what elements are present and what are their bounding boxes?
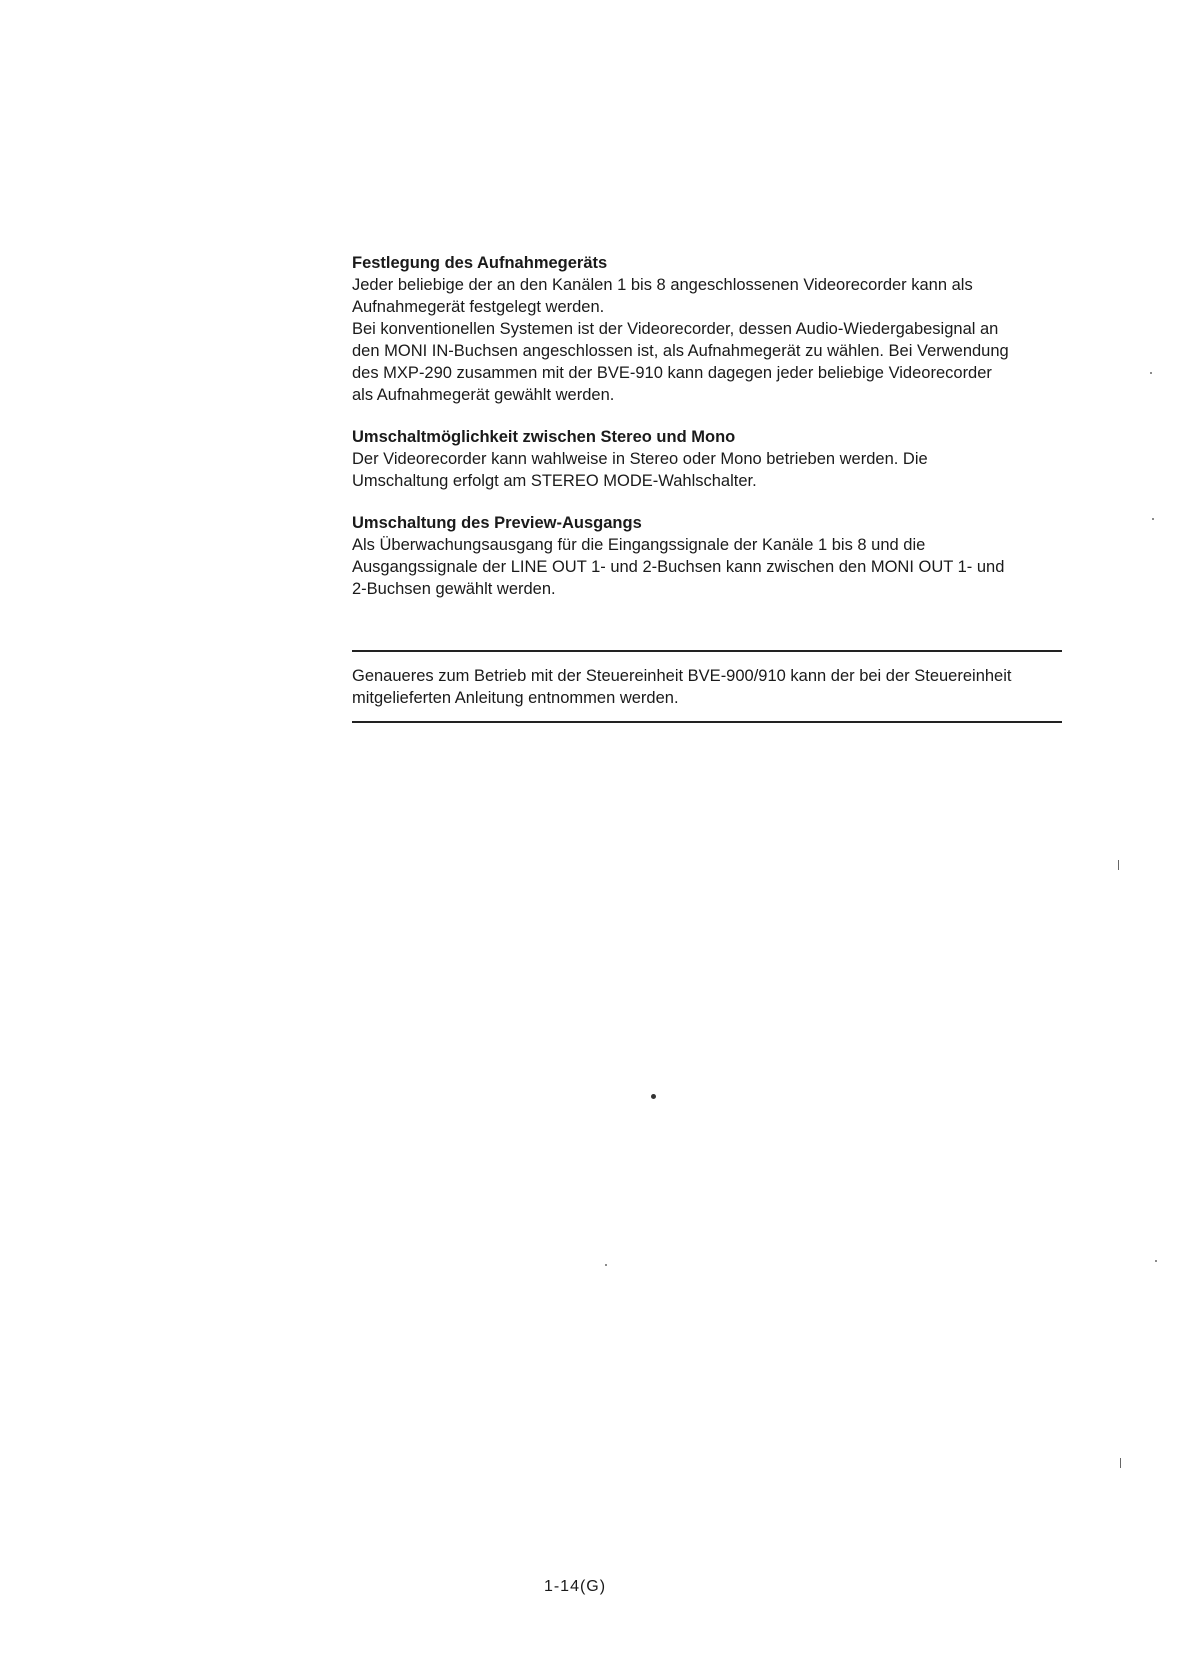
section-heading: Umschaltmöglichkeit zwischen Stereo und Mono (352, 428, 736, 446)
paragraph-line: Jeder beliebige der an den Kanälen 1 bis 8 angeschlossenen Videorecorder kann als (352, 276, 973, 294)
main-content (352, 252, 1062, 620)
scan-speck (605, 1264, 607, 1266)
section-preview-ausgang (352, 512, 1062, 600)
section-aufnahmegeraet (352, 252, 1062, 406)
note-bottom-rule (352, 721, 1062, 723)
section-heading: Festlegung des Aufnahmegeräts (352, 254, 608, 272)
page-number: 1-14(G) (543, 1578, 607, 1595)
paragraph-line: Bei konventionellen Systemen ist der Videorecorder, dessen Audio-Wiedergabesignal an (352, 320, 999, 338)
scan-speck (1120, 1458, 1121, 1468)
note-text (352, 665, 1062, 709)
paragraph-line: des MXP-290 zusammen mit der BVE-910 kann dagegen jeder beliebige Videorecorder (352, 364, 992, 382)
scan-speck (1150, 372, 1152, 374)
note-line: Genaueres zum Betrieb mit der Steuereinheit BVE-900/910 kann der bei der Steuereinheit (352, 667, 1012, 685)
paragraph-line: Ausgangssignale der LINE OUT 1- und 2-Buchsen kann zwischen den MONI OUT 1- und (352, 558, 1005, 576)
scan-speck (1118, 860, 1119, 870)
section-heading: Umschaltung des Preview-Ausgangs (352, 514, 642, 532)
note-top-rule (352, 650, 1062, 652)
paragraph-line: Der Videorecorder kann wahlweise in Stereo oder Mono betrieben werden. Die (352, 450, 928, 468)
scan-speck (651, 1094, 656, 1099)
paragraph-line: 2-Buchsen gewählt werden. (352, 580, 556, 598)
scan-speck (1152, 518, 1154, 520)
paragraph-line: Als Überwachungsausgang für die Eingangssignale der Kanäle 1 bis 8 und die (352, 536, 926, 554)
note-box (352, 650, 1062, 723)
note-line: mitgelieferten Anleitung entnommen werden. (352, 689, 679, 707)
section-stereo-mono (352, 426, 1062, 492)
paragraph-line: als Aufnahmegerät gewählt werden. (352, 386, 615, 404)
paragraph-line: Umschaltung erfolgt am STEREO MODE-Wahlschalter. (352, 472, 757, 490)
paragraph-line: Aufnahmegerät festgelegt werden. (352, 298, 605, 316)
scan-speck (1155, 1260, 1157, 1262)
paragraph-line: den MONI IN-Buchsen angeschlossen ist, als Aufnahmegerät zu wählen. Bei Verwendung (352, 342, 1009, 360)
